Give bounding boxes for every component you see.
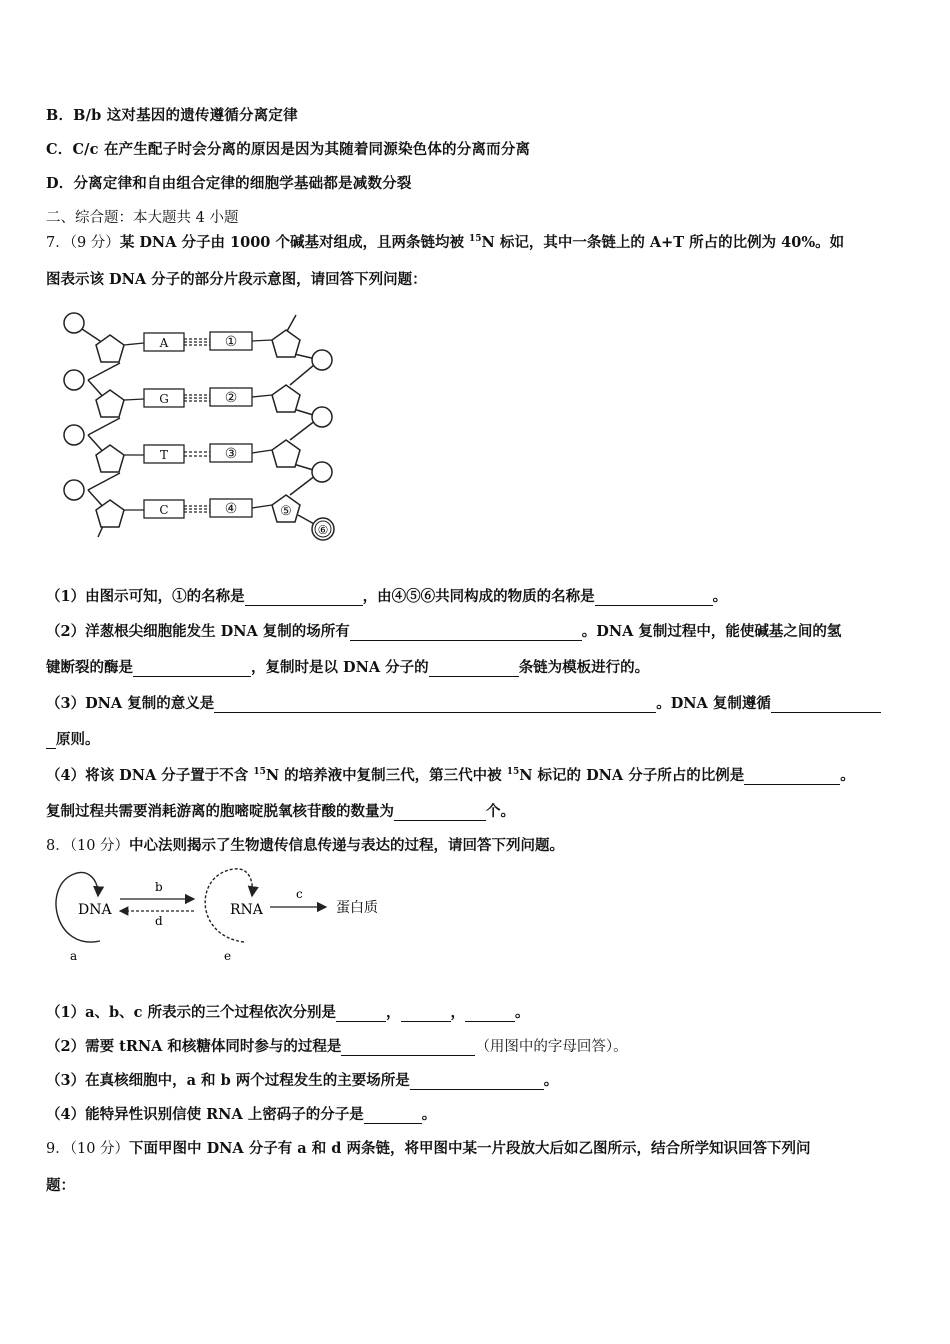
q9-stem-line2	[46, 1174, 75, 1195]
label-b: b	[155, 880, 163, 894]
blank-q7-2b[interactable]	[133, 662, 251, 677]
q7-p2a: （2）洋葱根尖细胞能发生 DNA 复制的场所有	[46, 623, 350, 640]
q7-p4f: 个。	[486, 803, 515, 820]
q7-stem-line1	[46, 231, 844, 252]
q8-stem-text: 中心法则揭示了生物遗传信息传递与表达的过程，请回答下列问题。	[129, 837, 565, 854]
base-left-3: T	[159, 448, 169, 462]
q8-part3	[46, 1069, 558, 1090]
blank-q7-1a[interactable]	[245, 591, 363, 606]
label-5: ⑤	[280, 504, 292, 519]
q8-p2b: （用图中的字母回答）。	[475, 1039, 628, 1055]
phosphate-left-1	[64, 313, 84, 333]
protein-node: 蛋白质	[336, 900, 378, 916]
q7-stem-line2	[46, 268, 427, 289]
q7-part2-cont	[46, 656, 649, 677]
label-d: d	[155, 914, 163, 928]
q7-p3b: 。DNA 复制遵循	[656, 695, 771, 712]
label-a: a	[70, 949, 78, 963]
q8-part4	[46, 1103, 436, 1124]
blank-q8-1c[interactable]	[465, 1007, 515, 1022]
q7-stem2: 图表示该 DNA 分子的部分片段示意图，请回答下列问题：	[46, 271, 427, 288]
q8-p4b: 。	[421, 1106, 437, 1123]
q9-number: 9．（10 分）	[46, 1141, 130, 1157]
q7-p2e: 条链为模板进行的。	[518, 659, 650, 676]
base-right-1: ①	[224, 334, 238, 350]
sugar-right-2	[272, 385, 300, 412]
dna-structure-diagram	[58, 305, 358, 545]
q8-p1sep-1: ，	[386, 1004, 401, 1021]
q7-part4	[46, 764, 855, 785]
q8-p3a: （3）在真核细胞中，a 和 b 两个过程发生的主要场所是	[46, 1072, 410, 1089]
phosphate-left-4	[64, 480, 84, 500]
base-left-2: G	[159, 392, 169, 406]
q7-p4a: （4）将该 DNA 分子置于不含	[46, 767, 254, 784]
q7-number: 7．（9 分）	[46, 235, 120, 251]
q8-stem	[46, 834, 564, 855]
sup-15-c: 15	[506, 767, 520, 778]
q7-part1	[46, 585, 727, 606]
phosphate-left-2	[64, 370, 84, 390]
q7-p4d: 。	[840, 767, 855, 784]
q8-p3b: 。	[543, 1072, 559, 1089]
q7-p4b: N 的培养液中复制三代，第三代中被	[265, 767, 507, 784]
blank-q8-4[interactable]	[364, 1109, 422, 1124]
option-b: B．B/b 这对基因的遗传遵循分离定律	[46, 107, 298, 124]
q8-p1end: 。	[515, 1004, 530, 1021]
q7-p4c: N 标记的 DNA 分子所占的比例是	[519, 767, 745, 784]
q7-part2	[46, 620, 841, 641]
dna-node: DNA	[78, 902, 112, 918]
blank-q7-2a[interactable]	[350, 626, 582, 641]
q7-p1b: ，由④⑤⑥共同构成的物质的名称是	[362, 588, 595, 605]
q7-p3c: 原则。	[56, 731, 100, 748]
q8-p1a: （1）a、b、c 所表示的三个过程依次分别是	[46, 1004, 336, 1021]
option-c: C．C/c 在产生配子时会分离的原因是因为其随着同源染色体的分离而分离	[46, 141, 531, 158]
blank-q8-1a[interactable]	[336, 1007, 386, 1022]
blank-q7-1b[interactable]	[595, 591, 713, 606]
q8-p1sep-2: ，	[450, 1004, 465, 1021]
base-right-3: ③	[224, 446, 238, 462]
q8-p2a: （2）需要 tRNA 和核糖体同时参与的过程是	[46, 1038, 342, 1055]
blank-q7-4a[interactable]	[744, 770, 840, 785]
sup-15: 15	[469, 234, 482, 245]
blank-q7-2c[interactable]	[429, 662, 519, 677]
blank-q7-3b[interactable]	[771, 698, 881, 713]
sup-15-b: 15	[253, 767, 266, 778]
q9-stem-line1	[46, 1137, 810, 1158]
phosphate-left-3	[64, 425, 84, 445]
blank-q7-3a[interactable]	[214, 698, 656, 713]
blank-q8-2[interactable]	[341, 1041, 475, 1056]
phosphate-right-3	[312, 462, 332, 482]
blank-q7-4b[interactable]	[394, 806, 486, 821]
q7-p1a: （1）由图示可知，①的名称是	[46, 588, 245, 605]
base-left-4: C	[159, 503, 169, 517]
label-c: c	[296, 887, 303, 901]
blank-q8-1b[interactable]	[401, 1007, 451, 1022]
central-dogma-diagram	[44, 866, 404, 966]
label-e: e	[224, 949, 232, 963]
label-6: ⑥	[317, 523, 329, 537]
q7-part4-cont	[46, 800, 515, 821]
q9-stem2: 题：	[46, 1177, 75, 1194]
q8-part2	[46, 1035, 628, 1056]
option-d: D．分离定律和自由组合定律的细胞学基础都是减数分裂	[46, 175, 412, 192]
q7-p3a: （3）DNA 复制的意义是	[46, 695, 215, 712]
q8-p4a: （4）能特异性识别信使 RNA 上密码子的分子是	[46, 1106, 364, 1123]
q7-p2c: 键断裂的酶是	[46, 659, 133, 676]
q7-stem1a: 某 DNA 分子由 1000 个碱基对组成，且两条链均被	[119, 234, 469, 251]
q7-p4e: 复制过程共需要消耗游离的胞嘧啶脱氧核苷酸的数量为	[46, 803, 394, 820]
sugar-right-3	[272, 440, 300, 467]
q7-part3-cont	[46, 728, 100, 749]
q8-number: 8．（10 分）	[46, 838, 130, 854]
blank-q7-3c[interactable]	[46, 734, 56, 749]
base-right-2: ②	[224, 390, 238, 406]
section-title: 二、综合题：本大题共 4 小题	[46, 210, 239, 226]
q9-stem1: 下面甲图中 DNA 分子有 a 和 d 两条链，将甲图中某一片段放大后如乙图所示，结合所学知识回答下列问	[129, 1140, 811, 1157]
q7-p2d: ，复制时是以 DNA 分子的	[251, 659, 429, 676]
phosphate-right-1	[312, 350, 332, 370]
q8-part1	[46, 1001, 530, 1022]
blank-q8-3[interactable]	[410, 1075, 544, 1090]
phosphate-right-2	[312, 407, 332, 427]
q7-part3	[46, 692, 881, 713]
rna-node: RNA	[230, 902, 263, 918]
sugar-right-1	[272, 330, 300, 357]
base-right-4: ④	[224, 501, 238, 517]
sugar-left-1	[96, 335, 124, 362]
q7-stem1b: N 标记，其中一条链上的 A+T 所占的比例为 40%。如	[481, 234, 845, 251]
q7-p2b: 。DNA 复制过程中，能使碱基之间的氢	[581, 623, 842, 640]
q7-p1c: 。	[712, 588, 728, 605]
base-left-1: A	[159, 336, 169, 350]
